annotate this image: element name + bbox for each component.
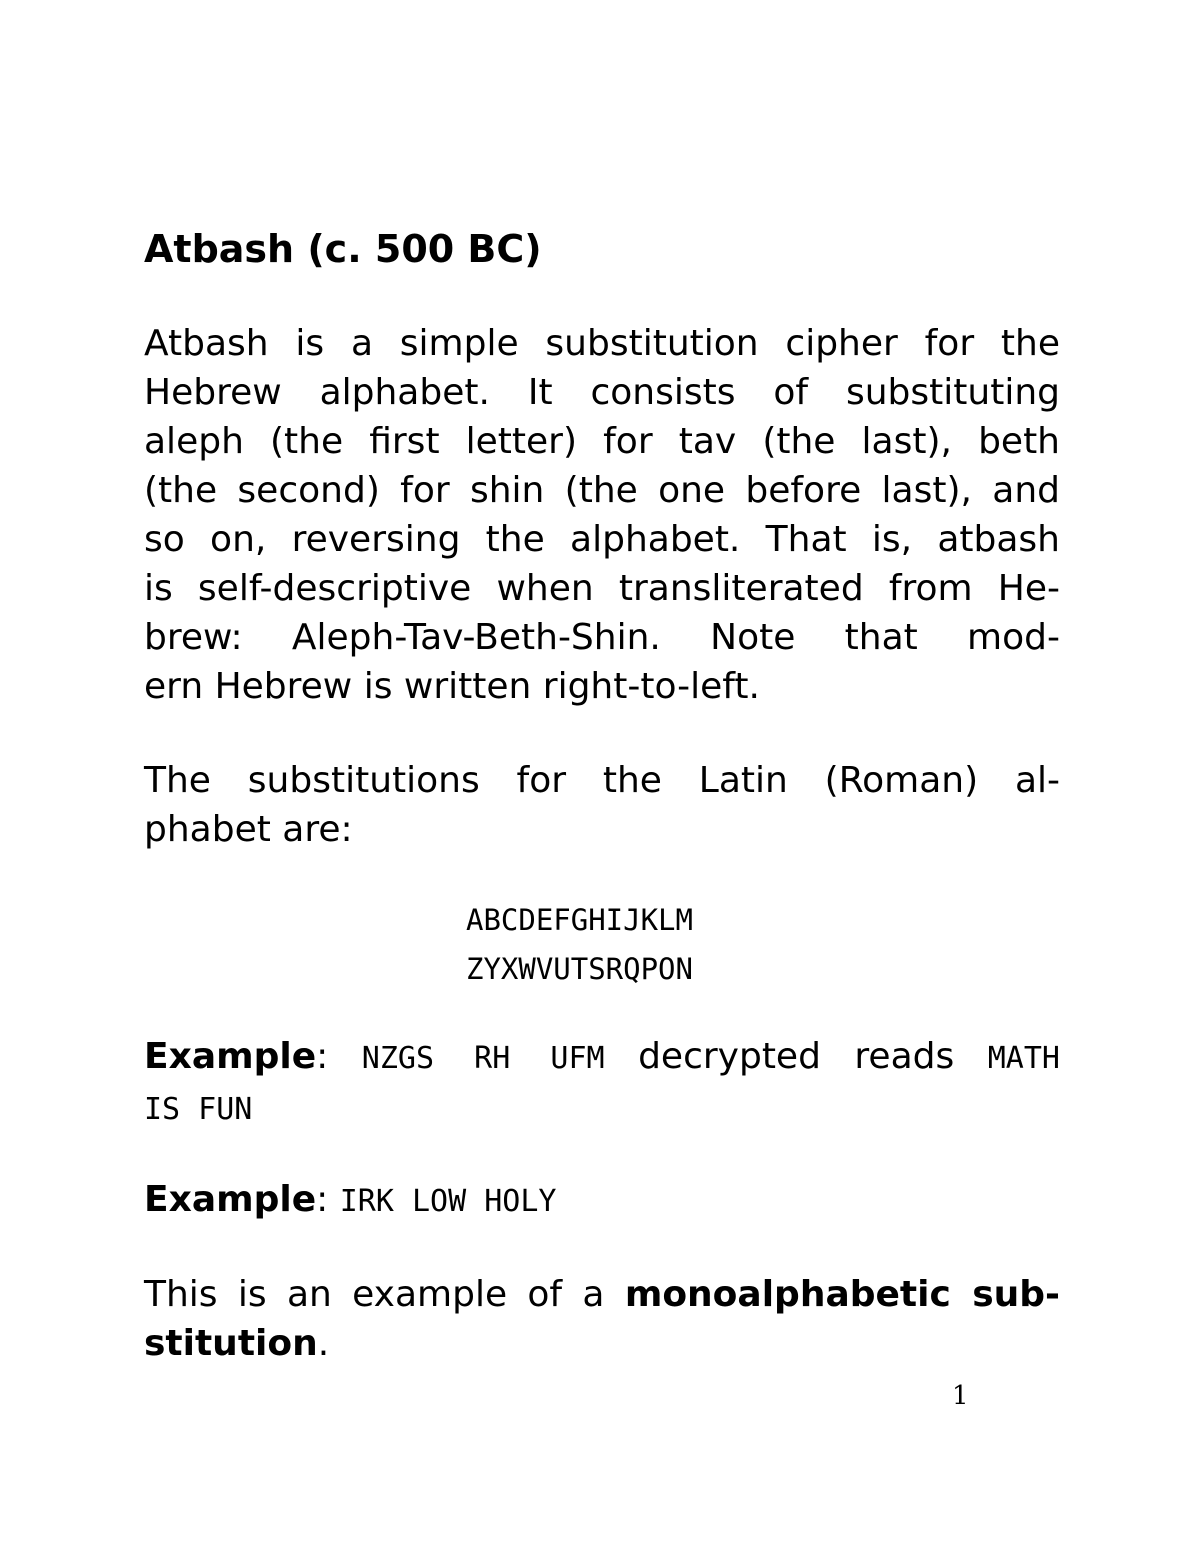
paragraph-line: brew: Aleph-Tav-Beth-Shin. Note that mod- — [144, 617, 1060, 658]
conclusion-paragraph — [144, 1270, 1060, 1368]
paragraph-line — [144, 1270, 1060, 1319]
paragraph-line: so on, reversing the alphabet. That is, atbash — [144, 519, 1060, 560]
example-ciphertext: IRK LOW HOLY — [339, 1184, 557, 1219]
example-middle-text: decrypted reads — [638, 1036, 955, 1077]
intro-paragraph — [144, 319, 1060, 711]
paragraph-line: Atbash is a simple substitution cipher for the — [144, 323, 1060, 364]
example-line — [144, 1175, 1060, 1226]
term-substitution: stitution — [144, 1323, 318, 1364]
paragraph-line: phabet are: — [144, 809, 353, 850]
example-line — [144, 1083, 1060, 1134]
paragraph-line: The substitutions for the Latin (Roman) al- — [144, 760, 1060, 801]
example-ciphertext: NZGS RH UFM — [361, 1041, 605, 1076]
cipher-alphabet-row: ZYXWVUTSRQPON — [466, 952, 693, 986]
example-line — [144, 1032, 1060, 1083]
paragraph-line: ern Hebrew is written right-to-left. — [144, 666, 760, 707]
substitutions-paragraph — [144, 756, 1060, 854]
example-label: Example — [144, 1036, 317, 1077]
page-number: 1 — [952, 1381, 969, 1411]
example-colon: : — [316, 1179, 329, 1220]
alphabet-table — [466, 896, 693, 994]
example-plaintext: MATH — [987, 1041, 1060, 1076]
paragraph-line: aleph (the first letter) for tav (the last), beth — [144, 421, 1060, 462]
example-one — [144, 1032, 1060, 1134]
conclusion-period: . — [317, 1323, 330, 1364]
paragraph-line — [144, 1319, 1060, 1368]
conclusion-text: This is an example of a — [144, 1274, 605, 1315]
paragraph-line: Hebrew alphabet. It consists of substituting — [144, 372, 1060, 413]
example-colon: : — [316, 1036, 329, 1077]
page-title: Atbash (c. 500 BC) — [144, 227, 542, 271]
plain-alphabet-row: ABCDEFGHIJKLM — [466, 903, 693, 937]
term-monoalphabetic: monoalphabetic sub- — [624, 1274, 1060, 1315]
example-plaintext: IS FUN — [144, 1092, 253, 1127]
example-label: Example — [144, 1179, 317, 1220]
paragraph-line: is self-descriptive when transliterated from He- — [144, 568, 1060, 609]
paragraph-line: (the second) for shin (the one before last), and — [144, 470, 1060, 511]
example-two — [144, 1175, 1060, 1226]
